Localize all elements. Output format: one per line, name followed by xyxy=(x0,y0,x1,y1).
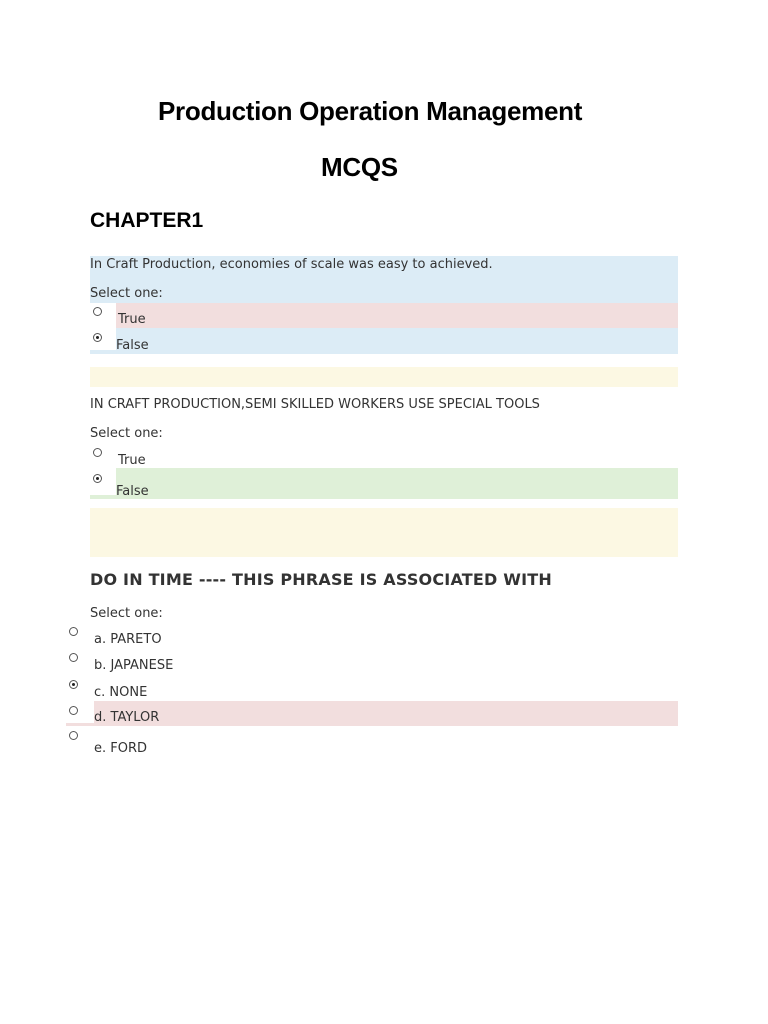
question-1-option-false[interactable]: False xyxy=(116,338,149,353)
question-3-option-b[interactable]: b. JAPANESE xyxy=(94,658,174,673)
question-2-prompt: Select one: xyxy=(90,426,163,441)
page-subtitle: MCQS xyxy=(321,152,398,182)
question-3-prompt: Select one: xyxy=(90,606,163,621)
question-2-text: IN CRAFT PRODUCTION,SEMI SKILLED WORKERS USE SPECIAL TOOLS xyxy=(90,397,540,412)
chapter-heading: CHAPTER1 xyxy=(90,209,204,232)
question-1-prompt: Select one: xyxy=(90,286,163,301)
question-1-radio-false[interactable] xyxy=(93,333,102,342)
question-2-option-true[interactable]: True xyxy=(118,453,146,468)
question-3-option-a[interactable]: a. PARETO xyxy=(94,632,162,647)
question-3-option-d[interactable]: d. TAYLOR xyxy=(94,710,160,725)
question-2-radio-true[interactable] xyxy=(93,448,102,457)
question-3-text: DO IN TIME ---- THIS PHRASE IS ASSOCIATED WITH xyxy=(90,570,552,589)
question-3-option-d-band xyxy=(94,701,678,726)
question-3-radio-d[interactable] xyxy=(69,706,78,715)
question-2-option-false-band xyxy=(90,468,678,499)
question-1-text: In Craft Production, economies of scale was easy to achieved. xyxy=(90,257,493,272)
question-2-feedback-band xyxy=(90,508,678,557)
question-2-radio-false[interactable] xyxy=(93,474,102,483)
question-3-radio-b[interactable] xyxy=(69,653,78,662)
question-2-option-false[interactable]: False xyxy=(116,484,149,499)
question-3-radio-e[interactable] xyxy=(69,731,78,740)
question-1-option-false-band xyxy=(90,328,678,354)
page-title: Production Operation Management xyxy=(158,96,583,126)
question-3-radio-a[interactable] xyxy=(69,627,78,636)
question-3-option-c[interactable]: c. NONE xyxy=(94,685,148,700)
question-1-option-true[interactable]: True xyxy=(118,312,146,327)
question-3-option-e[interactable]: e. FORD xyxy=(94,741,148,756)
question-1-option-true-band xyxy=(116,303,678,328)
question-3-radio-c[interactable] xyxy=(69,680,78,689)
question-1-feedback-band xyxy=(90,367,678,387)
question-1-radio-true[interactable] xyxy=(93,307,102,316)
